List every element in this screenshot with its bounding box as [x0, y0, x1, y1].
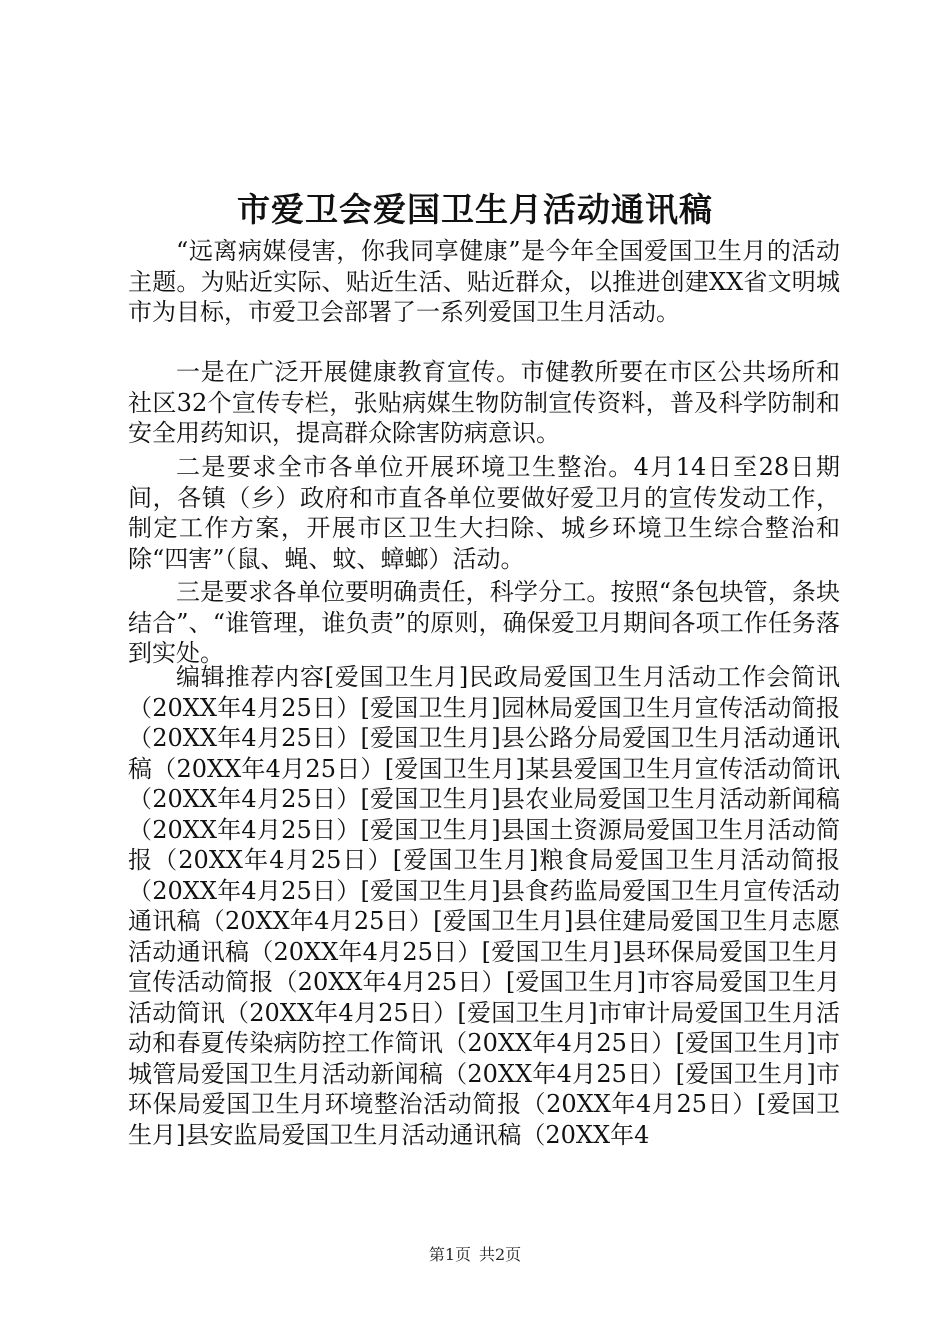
page-number: 第1页	[428, 1245, 471, 1264]
intro-paragraph: “远离病媒侵害，你我同享健康”是今年全国爱国卫生月的活动主题。为贴近实际、贴近生活、贴近群众，以推进创建XX省文明城市为目标，市爱卫会部署了一系列爱国卫生月活动。	[128, 237, 840, 326]
document-title: 市爱卫会爱国卫生月活动通讯稿	[237, 190, 713, 229]
paragraph-health-education: 一是在广泛开展健康教育宣传。市健教所要在市区公共场所和社区32个宣传专栏，张贴病媒生物防制宣传资料，普及科学防制和安全用药知识，提高群众除害防病意识。	[128, 358, 840, 447]
paragraph-responsibility: 三是要求各单位要明确责任，科学分工。按照“条包块管，条块结合”、“谁管理，谁负责”的原则，确保爱卫月期间各项工作任务落到实处。	[128, 578, 840, 667]
recommended-content-paragraph: 编辑推荐内容[爱国卫生月]民政局爱国卫生月活动工作会简讯（20XX年4月25日）[爱国卫生月]园林局爱国卫生月宣传活动简报（20XX年4月25日）[爱国卫生月]县公路分局爱国卫生月活动通讯稿（20XX年4月25日）[爱国卫生月]某县爱国卫生月宣传活动简讯（20XX年4月25日）[爱国卫生月]县农业局爱国卫生月活动新闻稿（20XX年4月25日）[爱国卫生月]县国土资源局爱国卫生月活动简报（20XX年4月25日）[爱国卫生月]粮食局爱国卫生月活动简报（20XX年4月25日）[爱国卫生月]县食药监局爱国卫生月宣传活动通讯稿（20XX年4月25日）[爱国卫生月]县住建局爱国卫生月志愿活动通讯稿（20XX年4月25日）[爱国卫生月]县环保局爱国卫生月宣传活动简报（20XX年4月25日）[爱国卫生月]市容局爱国卫生月活动简讯（20XX年4月25日）[爱国卫生月]市审计局爱国卫生月活动和春夏传染病防控工作简讯（20XX年4月25日）[爱国卫生月]市城管局爱国卫生月活动新闻稿（20XX年4月25日）[爱国卫生月]市环保局爱国卫生月环境整治活动简报（20XX年4月25日）[爱国卫生月]县安监局爱国卫生月活动通讯稿（20XX年4	[128, 663, 840, 1149]
paragraph-environment-cleanup: 二是要求全市各单位开展环境卫生整治。4月14日至28日期间，各镇（乡）政府和市直各单位要做好爱卫月的宣传发动工作，制定工作方案，开展市区卫生大扫除、城乡环境卫生综合整治和除“四害”（鼠、蝇、蚊、蟑螂）活动。	[128, 453, 840, 573]
page-footer	[0, 1244, 950, 1266]
page-total: 共2页	[479, 1245, 522, 1264]
